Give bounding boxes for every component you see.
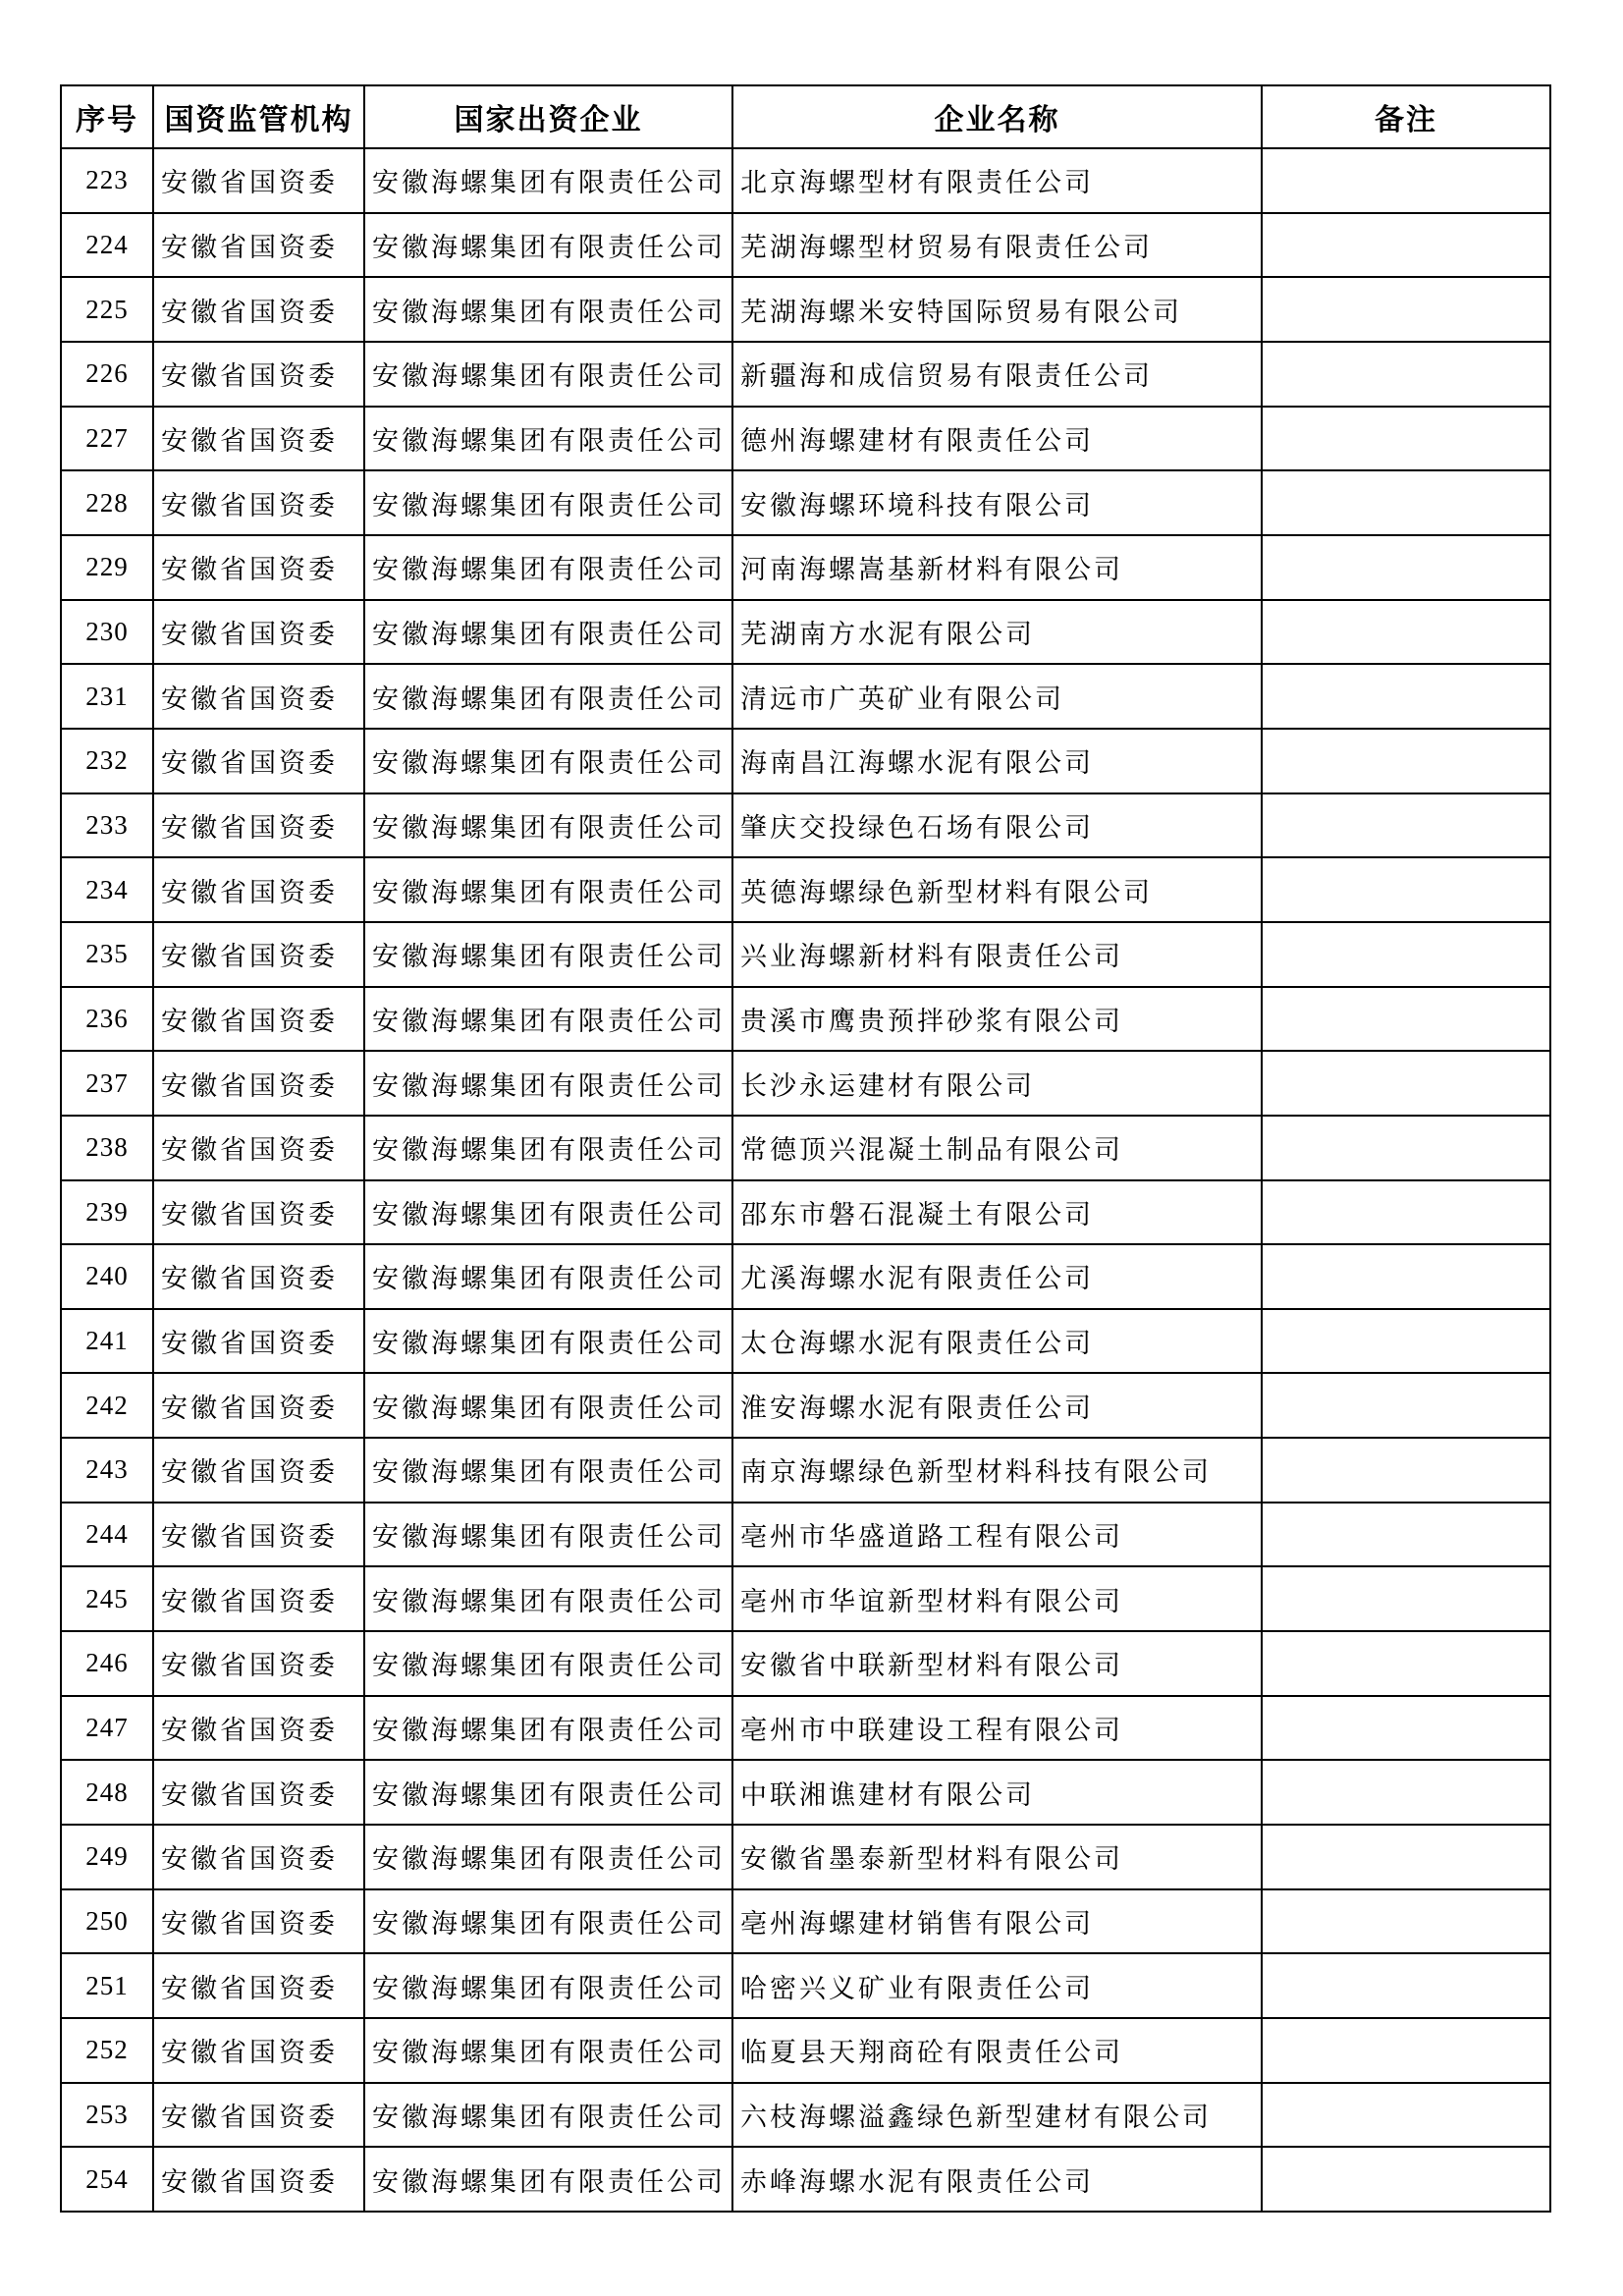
table-row xyxy=(61,470,1550,535)
cell-regulator: 安徽省国资委 xyxy=(153,1180,364,1245)
cell-investor: 安徽海螺集团有限责任公司 xyxy=(364,470,732,535)
cell-no: 241 xyxy=(61,1309,153,1374)
cell-remarks xyxy=(1262,922,1550,987)
table-row xyxy=(61,1373,1550,1438)
table-row xyxy=(61,987,1550,1052)
cell-regulator: 安徽省国资委 xyxy=(153,535,364,600)
cell-no: 235 xyxy=(61,922,153,987)
cell-regulator: 安徽省国资委 xyxy=(153,1825,364,1889)
cell-investor: 安徽海螺集团有限责任公司 xyxy=(364,857,732,922)
cell-remarks xyxy=(1262,1566,1550,1631)
table-row xyxy=(61,342,1550,407)
cell-remarks xyxy=(1262,407,1550,471)
table-row xyxy=(61,1309,1550,1374)
cell-investor: 安徽海螺集团有限责任公司 xyxy=(364,1631,732,1696)
table-row xyxy=(61,148,1550,213)
cell-remarks xyxy=(1262,1373,1550,1438)
cell-company: 亳州市华盛道路工程有限公司 xyxy=(732,1503,1262,1567)
company-table xyxy=(60,84,1551,2213)
cell-investor: 安徽海螺集团有限责任公司 xyxy=(364,1696,732,1761)
cell-remarks xyxy=(1262,2018,1550,2083)
cell-no: 245 xyxy=(61,1566,153,1631)
cell-investor: 安徽海螺集团有限责任公司 xyxy=(364,2083,732,2148)
cell-no: 246 xyxy=(61,1631,153,1696)
cell-investor: 安徽海螺集团有限责任公司 xyxy=(364,1180,732,1245)
cell-no: 225 xyxy=(61,277,153,342)
cell-remarks xyxy=(1262,1825,1550,1889)
cell-investor: 安徽海螺集团有限责任公司 xyxy=(364,342,732,407)
cell-regulator: 安徽省国资委 xyxy=(153,1953,364,2018)
cell-investor: 安徽海螺集团有限责任公司 xyxy=(364,922,732,987)
cell-remarks xyxy=(1262,1760,1550,1825)
cell-company: 兴业海螺新材料有限责任公司 xyxy=(732,922,1262,987)
cell-no: 254 xyxy=(61,2147,153,2212)
cell-regulator: 安徽省国资委 xyxy=(153,2083,364,2148)
header-cell-no: 序号 xyxy=(61,85,153,148)
cell-remarks xyxy=(1262,277,1550,342)
cell-regulator: 安徽省国资委 xyxy=(153,664,364,729)
cell-investor: 安徽海螺集团有限责任公司 xyxy=(364,148,732,213)
cell-regulator: 安徽省国资委 xyxy=(153,987,364,1052)
cell-remarks xyxy=(1262,857,1550,922)
cell-investor: 安徽海螺集团有限责任公司 xyxy=(364,1503,732,1567)
table-row xyxy=(61,1244,1550,1309)
cell-regulator: 安徽省国资委 xyxy=(153,1503,364,1567)
table-row xyxy=(61,1631,1550,1696)
cell-regulator: 安徽省国资委 xyxy=(153,2018,364,2083)
cell-regulator: 安徽省国资委 xyxy=(153,470,364,535)
cell-regulator: 安徽省国资委 xyxy=(153,148,364,213)
table-row xyxy=(61,1180,1550,1245)
table-header xyxy=(61,85,1550,148)
table-row xyxy=(61,1566,1550,1631)
cell-investor: 安徽海螺集团有限责任公司 xyxy=(364,535,732,600)
table-row xyxy=(61,600,1550,665)
cell-remarks xyxy=(1262,342,1550,407)
cell-remarks xyxy=(1262,1631,1550,1696)
cell-company: 芜湖海螺米安特国际贸易有限公司 xyxy=(732,277,1262,342)
cell-no: 231 xyxy=(61,664,153,729)
cell-company: 河南海螺嵩基新材料有限公司 xyxy=(732,535,1262,600)
cell-regulator: 安徽省国资委 xyxy=(153,1116,364,1180)
cell-remarks xyxy=(1262,1180,1550,1245)
cell-regulator: 安徽省国资委 xyxy=(153,342,364,407)
cell-no: 227 xyxy=(61,407,153,471)
cell-company: 芜湖海螺型材贸易有限责任公司 xyxy=(732,213,1262,278)
cell-remarks xyxy=(1262,1244,1550,1309)
cell-company: 芜湖南方水泥有限公司 xyxy=(732,600,1262,665)
cell-remarks xyxy=(1262,664,1550,729)
cell-no: 226 xyxy=(61,342,153,407)
table-row xyxy=(61,277,1550,342)
cell-investor: 安徽海螺集团有限责任公司 xyxy=(364,1051,732,1116)
cell-regulator: 安徽省国资委 xyxy=(153,407,364,471)
cell-investor: 安徽海螺集团有限责任公司 xyxy=(364,1116,732,1180)
cell-company: 北京海螺型材有限责任公司 xyxy=(732,148,1262,213)
cell-company: 六枝海螺溢鑫绿色新型建材有限公司 xyxy=(732,2083,1262,2148)
cell-no: 242 xyxy=(61,1373,153,1438)
cell-no: 233 xyxy=(61,793,153,858)
table-row xyxy=(61,1696,1550,1761)
table-row xyxy=(61,407,1550,471)
cell-no: 232 xyxy=(61,729,153,793)
cell-no: 230 xyxy=(61,600,153,665)
cell-no: 224 xyxy=(61,213,153,278)
cell-investor: 安徽海螺集团有限责任公司 xyxy=(364,729,732,793)
cell-company: 英德海螺绿色新型材料有限公司 xyxy=(732,857,1262,922)
table-row xyxy=(61,1825,1550,1889)
table-row xyxy=(61,1953,1550,2018)
cell-investor: 安徽海螺集团有限责任公司 xyxy=(364,1889,732,1954)
cell-remarks xyxy=(1262,987,1550,1052)
cell-no: 251 xyxy=(61,1953,153,2018)
cell-company: 德州海螺建材有限责任公司 xyxy=(732,407,1262,471)
table-row xyxy=(61,2018,1550,2083)
table-row xyxy=(61,1051,1550,1116)
cell-remarks xyxy=(1262,1696,1550,1761)
table-row xyxy=(61,1760,1550,1825)
cell-company: 临夏县天翔商砼有限责任公司 xyxy=(732,2018,1262,2083)
table-row xyxy=(61,535,1550,600)
cell-remarks xyxy=(1262,600,1550,665)
table-row xyxy=(61,1503,1550,1567)
cell-investor: 安徽海螺集团有限责任公司 xyxy=(364,2147,732,2212)
cell-company: 亳州市华谊新型材料有限公司 xyxy=(732,1566,1262,1631)
cell-no: 248 xyxy=(61,1760,153,1825)
cell-regulator: 安徽省国资委 xyxy=(153,1631,364,1696)
cell-company: 长沙永运建材有限公司 xyxy=(732,1051,1262,1116)
cell-no: 223 xyxy=(61,148,153,213)
cell-remarks xyxy=(1262,1116,1550,1180)
cell-no: 236 xyxy=(61,987,153,1052)
cell-company: 中联湘谯建材有限公司 xyxy=(732,1760,1262,1825)
cell-investor: 安徽海螺集团有限责任公司 xyxy=(364,1309,732,1374)
cell-investor: 安徽海螺集团有限责任公司 xyxy=(364,1373,732,1438)
cell-company: 安徽省中联新型材料有限公司 xyxy=(732,1631,1262,1696)
cell-company: 南京海螺绿色新型材料科技有限公司 xyxy=(732,1438,1262,1503)
header-cell-regulator: 国资监管机构 xyxy=(153,85,364,148)
cell-remarks xyxy=(1262,1438,1550,1503)
cell-company: 常德顶兴混凝土制品有限公司 xyxy=(732,1116,1262,1180)
cell-no: 250 xyxy=(61,1889,153,1954)
cell-investor: 安徽海螺集团有限责任公司 xyxy=(364,1244,732,1309)
cell-regulator: 安徽省国资委 xyxy=(153,1309,364,1374)
cell-remarks xyxy=(1262,2147,1550,2212)
cell-company: 尤溪海螺水泥有限责任公司 xyxy=(732,1244,1262,1309)
cell-investor: 安徽海螺集团有限责任公司 xyxy=(364,213,732,278)
cell-regulator: 安徽省国资委 xyxy=(153,1760,364,1825)
cell-investor: 安徽海螺集团有限责任公司 xyxy=(364,1438,732,1503)
table-row xyxy=(61,793,1550,858)
cell-no: 228 xyxy=(61,470,153,535)
cell-company: 海南昌江海螺水泥有限公司 xyxy=(732,729,1262,793)
cell-no: 239 xyxy=(61,1180,153,1245)
cell-company: 肇庆交投绿色石场有限公司 xyxy=(732,793,1262,858)
cell-company: 邵东市磐石混凝土有限公司 xyxy=(732,1180,1262,1245)
cell-investor: 安徽海螺集团有限责任公司 xyxy=(364,2018,732,2083)
cell-regulator: 安徽省国资委 xyxy=(153,729,364,793)
table-body xyxy=(61,148,1550,2212)
cell-company: 太仓海螺水泥有限责任公司 xyxy=(732,1309,1262,1374)
cell-regulator: 安徽省国资委 xyxy=(153,600,364,665)
table-row xyxy=(61,1116,1550,1180)
cell-no: 247 xyxy=(61,1696,153,1761)
cell-regulator: 安徽省国资委 xyxy=(153,922,364,987)
cell-regulator: 安徽省国资委 xyxy=(153,2147,364,2212)
cell-regulator: 安徽省国资委 xyxy=(153,213,364,278)
cell-no: 252 xyxy=(61,2018,153,2083)
cell-investor: 安徽海螺集团有限责任公司 xyxy=(364,1953,732,2018)
table-row xyxy=(61,2083,1550,2148)
cell-investor: 安徽海螺集团有限责任公司 xyxy=(364,793,732,858)
cell-investor: 安徽海螺集团有限责任公司 xyxy=(364,407,732,471)
cell-investor: 安徽海螺集团有限责任公司 xyxy=(364,277,732,342)
table-row xyxy=(61,1889,1550,1954)
cell-remarks xyxy=(1262,1051,1550,1116)
cell-company: 新疆海和成信贸易有限责任公司 xyxy=(732,342,1262,407)
cell-remarks xyxy=(1262,213,1550,278)
cell-company: 哈密兴义矿业有限责任公司 xyxy=(732,1953,1262,2018)
header-cell-remarks: 备注 xyxy=(1262,85,1550,148)
cell-remarks xyxy=(1262,1889,1550,1954)
cell-company: 清远市广英矿业有限公司 xyxy=(732,664,1262,729)
cell-regulator: 安徽省国资委 xyxy=(153,1566,364,1631)
cell-no: 229 xyxy=(61,535,153,600)
cell-remarks xyxy=(1262,793,1550,858)
cell-company: 赤峰海螺水泥有限责任公司 xyxy=(732,2147,1262,2212)
cell-no: 253 xyxy=(61,2083,153,2148)
cell-regulator: 安徽省国资委 xyxy=(153,857,364,922)
cell-regulator: 安徽省国资委 xyxy=(153,793,364,858)
cell-regulator: 安徽省国资委 xyxy=(153,1438,364,1503)
cell-company: 亳州市中联建设工程有限公司 xyxy=(732,1696,1262,1761)
cell-company: 安徽海螺环境科技有限公司 xyxy=(732,470,1262,535)
cell-remarks xyxy=(1262,1309,1550,1374)
table-row xyxy=(61,922,1550,987)
table-row xyxy=(61,664,1550,729)
cell-remarks xyxy=(1262,148,1550,213)
cell-investor: 安徽海螺集团有限责任公司 xyxy=(364,664,732,729)
cell-no: 234 xyxy=(61,857,153,922)
cell-regulator: 安徽省国资委 xyxy=(153,1696,364,1761)
cell-investor: 安徽海螺集团有限责任公司 xyxy=(364,1566,732,1631)
cell-company: 贵溪市鹰贵预拌砂浆有限公司 xyxy=(732,987,1262,1052)
cell-remarks xyxy=(1262,2083,1550,2148)
cell-investor: 安徽海螺集团有限责任公司 xyxy=(364,600,732,665)
cell-remarks xyxy=(1262,1503,1550,1567)
header-row xyxy=(61,85,1550,148)
cell-company: 安徽省墨泰新型材料有限公司 xyxy=(732,1825,1262,1889)
cell-company: 淮安海螺水泥有限责任公司 xyxy=(732,1373,1262,1438)
cell-remarks xyxy=(1262,1953,1550,2018)
table-row xyxy=(61,1438,1550,1503)
cell-no: 240 xyxy=(61,1244,153,1309)
cell-regulator: 安徽省国资委 xyxy=(153,1373,364,1438)
cell-regulator: 安徽省国资委 xyxy=(153,1051,364,1116)
cell-no: 243 xyxy=(61,1438,153,1503)
table-row xyxy=(61,857,1550,922)
table-row xyxy=(61,213,1550,278)
table-row xyxy=(61,2147,1550,2212)
cell-investor: 安徽海螺集团有限责任公司 xyxy=(364,1825,732,1889)
cell-regulator: 安徽省国资委 xyxy=(153,277,364,342)
cell-company: 亳州海螺建材销售有限公司 xyxy=(732,1889,1262,1954)
cell-no: 237 xyxy=(61,1051,153,1116)
cell-investor: 安徽海螺集团有限责任公司 xyxy=(364,1760,732,1825)
cell-remarks xyxy=(1262,470,1550,535)
cell-investor: 安徽海螺集团有限责任公司 xyxy=(364,987,732,1052)
cell-remarks xyxy=(1262,729,1550,793)
header-cell-company: 企业名称 xyxy=(732,85,1262,148)
cell-regulator: 安徽省国资委 xyxy=(153,1889,364,1954)
cell-remarks xyxy=(1262,535,1550,600)
cell-regulator: 安徽省国资委 xyxy=(153,1244,364,1309)
cell-no: 249 xyxy=(61,1825,153,1889)
cell-no: 238 xyxy=(61,1116,153,1180)
header-cell-investor: 国家出资企业 xyxy=(364,85,732,148)
cell-no: 244 xyxy=(61,1503,153,1567)
table-row xyxy=(61,729,1550,793)
